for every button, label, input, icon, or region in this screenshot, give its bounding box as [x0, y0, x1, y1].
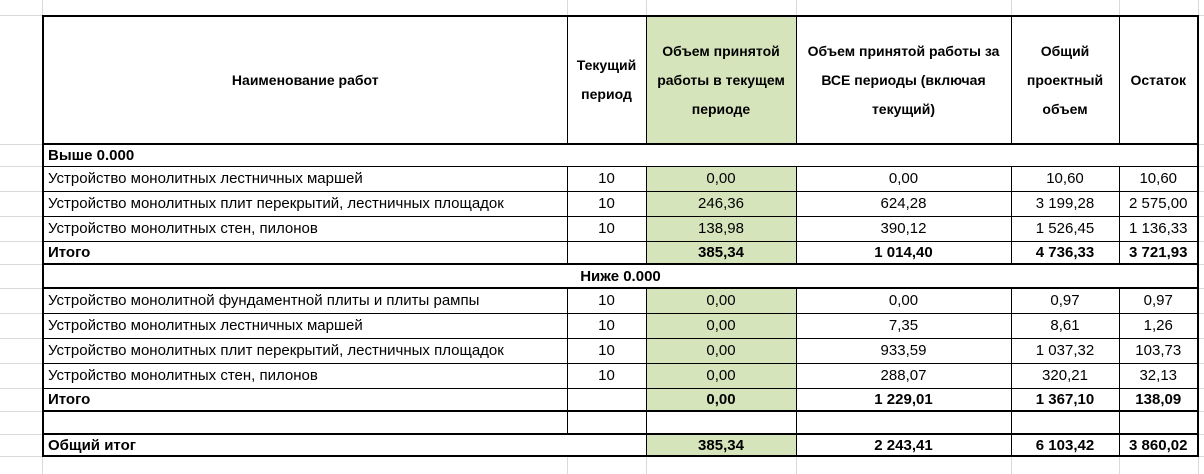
project-volume-cell[interactable]: 320,21 [1011, 363, 1119, 388]
subtotal-period-cell[interactable] [567, 241, 646, 264]
remainder-cell[interactable]: 10,60 [1119, 166, 1198, 191]
work-name-cell[interactable]: Устройство монолитных стен, пилонов [43, 216, 567, 241]
col-header-accepted-current-period[interactable]: Объем принятой работы в текущем периоде [646, 16, 796, 144]
subtotal-period-cell[interactable] [567, 388, 646, 411]
table-row [43, 338, 1198, 363]
margin-gridline [1199, 338, 1204, 339]
accepted-current-cell[interactable]: 138,98 [646, 216, 796, 241]
margin-gridline [0, 434, 42, 435]
margin-gridline [1199, 288, 1204, 289]
project-volume-cell[interactable]: 8,61 [1011, 313, 1119, 338]
margin-gridline [1199, 456, 1204, 457]
subtotal-volume-cell[interactable]: 1 367,10 [1011, 388, 1119, 411]
margin-gridline [0, 313, 42, 314]
margin-gridline [796, 0, 797, 15]
accepted-current-cell[interactable]: 0,00 [646, 313, 796, 338]
remainder-cell[interactable]: 1,26 [1119, 313, 1198, 338]
margin-gridline [1198, 0, 1199, 15]
project-volume-cell[interactable]: 1 037,32 [1011, 338, 1119, 363]
project-volume-cell[interactable]: 3 199,28 [1011, 191, 1119, 216]
current-period-cell[interactable]: 10 [567, 363, 646, 388]
margin-gridline [0, 456, 42, 457]
margin-gridline [0, 191, 42, 192]
margin-gridline [0, 388, 42, 389]
accepted-current-cell[interactable]: 0,00 [646, 338, 796, 363]
empty-row [43, 411, 1198, 434]
margin-gridline [1198, 457, 1199, 474]
project-volume-cell[interactable]: 1 526,45 [1011, 216, 1119, 241]
project-volume-cell[interactable]: 10,60 [1011, 166, 1119, 191]
margin-gridline [0, 363, 42, 364]
accepted-all-cell[interactable]: 933,59 [796, 338, 1011, 363]
project-volume-cell[interactable]: 0,97 [1011, 288, 1119, 313]
margin-gridline [0, 241, 42, 242]
table-row [43, 216, 1198, 241]
work-volume-table [42, 15, 1199, 457]
subtotal-remainder-cell[interactable]: 3 721,93 [1119, 241, 1198, 264]
current-period-cell[interactable]: 10 [567, 191, 646, 216]
margin-gridline [0, 264, 42, 265]
margin-gridline [1119, 0, 1120, 15]
remainder-cell[interactable]: 1 136,33 [1119, 216, 1198, 241]
margin-gridline [0, 338, 42, 339]
empty-volume-cell[interactable] [1011, 411, 1119, 434]
subtotal-all-cell[interactable]: 1 014,40 [796, 241, 1011, 264]
margin-gridline [0, 411, 42, 412]
margin-gridline [1199, 144, 1204, 145]
accepted-current-cell[interactable]: 0,00 [646, 166, 796, 191]
margin-gridline [0, 144, 42, 145]
margin-gridline [1199, 191, 1204, 192]
subtotal-all-cell[interactable]: 1 229,01 [796, 388, 1011, 411]
remainder-cell[interactable]: 2 575,00 [1119, 191, 1198, 216]
margin-gridline [1011, 457, 1012, 474]
margin-gridline [1199, 313, 1204, 314]
margin-gridline [1199, 411, 1204, 412]
margin-gridline [1119, 457, 1120, 474]
margin-gridline [796, 457, 797, 474]
col-header-works-name[interactable]: Наименование работ [43, 16, 567, 144]
margin-gridline [567, 0, 568, 15]
margin-gridline [1011, 0, 1012, 15]
accepted-all-cell[interactable]: 288,07 [796, 363, 1011, 388]
accepted-all-cell[interactable]: 0,00 [796, 166, 1011, 191]
margin-gridline [0, 288, 42, 289]
empty-remainder-cell[interactable] [1119, 411, 1198, 434]
current-period-cell[interactable]: 10 [567, 338, 646, 363]
subtotal-remainder-cell[interactable]: 138,09 [1119, 388, 1198, 411]
col-header-current-period[interactable]: Текущий период [567, 16, 646, 144]
table-row [43, 288, 1198, 313]
grand-total-row [43, 434, 1198, 456]
current-period-cell[interactable]: 10 [567, 166, 646, 191]
grand-total-label[interactable]: Общий итог [43, 434, 646, 456]
work-name-cell[interactable]: Устройство монолитных лестничных маршей [43, 313, 567, 338]
table-row [43, 191, 1198, 216]
section-title-row [43, 144, 1198, 166]
subtotal-label[interactable]: Итого [43, 241, 567, 264]
current-period-cell[interactable]: 10 [567, 288, 646, 313]
table-row [43, 166, 1198, 191]
margin-gridline [1199, 388, 1204, 389]
remainder-cell[interactable]: 103,73 [1119, 338, 1198, 363]
section-title[interactable]: Ниже 0.000 [43, 264, 1198, 288]
margin-gridline [42, 457, 43, 474]
subtotal-label[interactable]: Итого [43, 388, 567, 411]
margin-gridline [1199, 264, 1204, 265]
empty-period-cell[interactable] [567, 411, 646, 434]
accepted-all-cell[interactable]: 7,35 [796, 313, 1011, 338]
margin-gridline [1199, 363, 1204, 364]
current-period-cell[interactable]: 10 [567, 313, 646, 338]
subtotal-row [43, 388, 1198, 411]
subtotal-row [43, 241, 1198, 264]
empty-current-cell[interactable] [646, 411, 796, 434]
section-title[interactable]: Выше 0.000 [43, 144, 1198, 166]
margin-gridline [646, 457, 647, 474]
work-name-cell[interactable]: Устройство монолитных стен, пилонов [43, 363, 567, 388]
grand-total-current-cell[interactable]: 385,34 [646, 434, 796, 456]
col-header-total-project-volume[interactable]: Общий проектный объем [1011, 16, 1119, 144]
margin-gridline [1199, 241, 1204, 242]
remainder-cell[interactable]: 32,13 [1119, 363, 1198, 388]
subtotal-volume-cell[interactable]: 4 736,33 [1011, 241, 1119, 264]
accepted-all-cell[interactable]: 390,12 [796, 216, 1011, 241]
table-row [43, 313, 1198, 338]
accepted-current-cell[interactable]: 246,36 [646, 191, 796, 216]
margin-gridline [1199, 15, 1204, 16]
accepted-all-cell[interactable]: 0,00 [796, 288, 1011, 313]
empty-all-cell[interactable] [796, 411, 1011, 434]
empty-name-cell[interactable] [43, 411, 567, 434]
margin-gridline [1199, 216, 1204, 217]
work-name-cell[interactable]: Устройство монолитных плит перекрытий, лестничных площадок [43, 191, 567, 216]
accepted-all-cell[interactable]: 624,28 [796, 191, 1011, 216]
col-header-remainder[interactable]: Остаток [1119, 16, 1198, 144]
grand-total-volume-cell[interactable]: 6 103,42 [1011, 434, 1119, 456]
margin-gridline [0, 216, 42, 217]
margin-gridline [1199, 166, 1204, 167]
remainder-cell[interactable]: 0,97 [1119, 288, 1198, 313]
accepted-current-cell[interactable]: 0,00 [646, 363, 796, 388]
table-row [43, 363, 1198, 388]
subtotal-current-cell[interactable]: 0,00 [646, 388, 796, 411]
accepted-current-cell[interactable]: 0,00 [646, 288, 796, 313]
margin-gridline [42, 0, 43, 15]
grand-total-all-cell[interactable]: 2 243,41 [796, 434, 1011, 456]
subtotal-current-cell[interactable]: 385,34 [646, 241, 796, 264]
margin-gridline [1199, 434, 1204, 435]
work-name-cell[interactable]: Устройство монолитной фундаментной плиты и плиты рампы [43, 288, 567, 313]
col-header-accepted-all-periods[interactable]: Объем принятой работы за ВСЕ периоды (включая текущий) [796, 16, 1011, 144]
margin-gridline [0, 166, 42, 167]
margin-gridline [567, 457, 568, 474]
grand-total-remainder-cell[interactable]: 3 860,02 [1119, 434, 1198, 456]
header-row [43, 16, 1198, 144]
work-name-cell[interactable]: Устройство монолитных лестничных маршей [43, 166, 567, 191]
margin-gridline [646, 0, 647, 15]
section-title-row [43, 264, 1198, 288]
current-period-cell[interactable]: 10 [567, 216, 646, 241]
margin-gridline [0, 15, 42, 16]
work-name-cell[interactable]: Устройство монолитных плит перекрытий, лестничных площадок [43, 338, 567, 363]
